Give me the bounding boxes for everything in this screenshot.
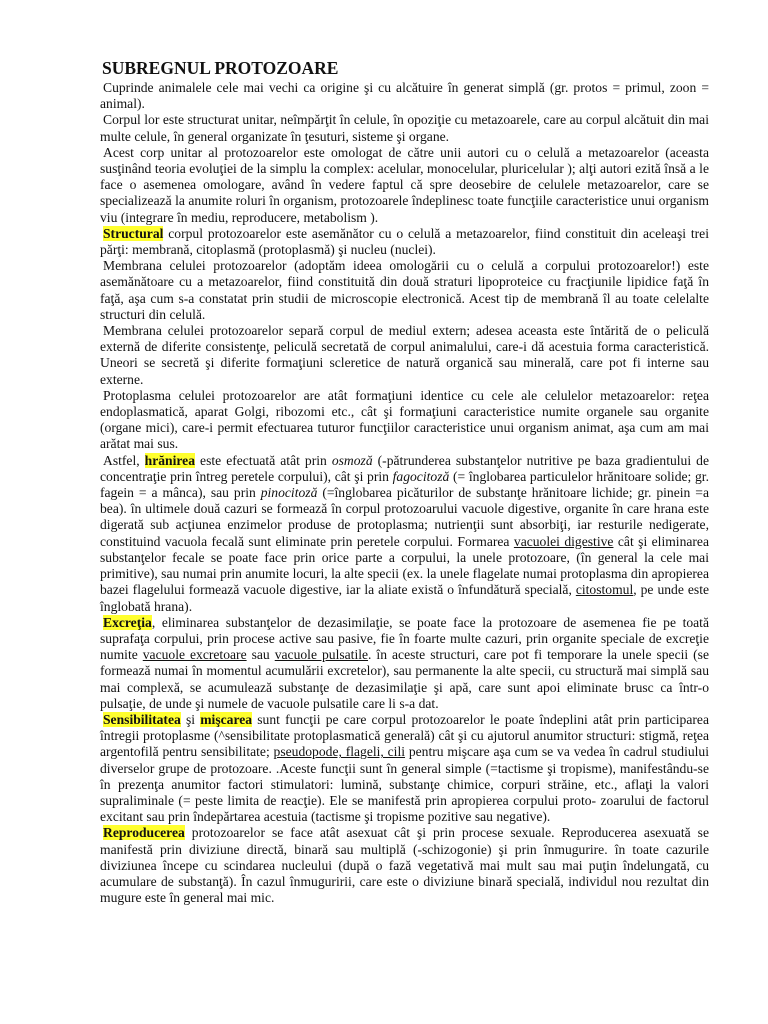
term-fagocitoza: fagocitoză xyxy=(392,468,450,484)
highlight-hranirea: hrănirea xyxy=(144,452,196,468)
paragraph-homology: Acest corp unitar al protozoarelor este omologat de către unii autori cu o celulă a metazoarelor (aceasta susţinând teoria evoluţiei de la simplu la complex: acelular, monocelular, pluricelular ); alţi autori ezită însă a le face o asemenea omologare, având în vedere faptul că spre deosebire de celulele metazoarelor, care se specializează la anumite roluri în organism, protozoarele îndeplinesc toate funcţiile caracteristice unui organism viu (integrare în mediu, reproducere, metabolism ). xyxy=(100,144,709,225)
paragraph-sensitivity: Sensibilitatea şi mişcarea sunt funcţii pe care corpul protozoarelor le poate îndeplini atât prin participarea întregii protoplasme (^sensibilitate protoplasmatică generală) cât şi cu ajutorul anumitor structuri: stigmă, reţea argentofilă pentru sensibilitate; pseudopode, flageli, cili pentru mişcare aşa cum se va vedea în cadrul studiului diverselor grupe de protozoare. .Aceste funcţii sunt în general simple (=tactisme şi tropisme), manifestându-se în prezenţa anumitor factori stimulatori: lumină, substanţe chimice, corpuri străine, etc., aflaţi la valori supraliminale (= peste limita de reacţie). Ele se manifestă prin apropierea corpului proto- zoarului de factorul excitant sau prin îndepărtarea acestuia (tactisme şi tropisme pozitive sau negative). xyxy=(100,711,709,825)
paragraph-pellicle: Membrana celulei protozoarelor separă corpul de mediul extern; adesea aceasta este întărită de o peliculă externă de diferite consistenţe, peliculă secretată de corpul animalului, care-i dă acestuia forma caracteristică. Uneori se secretă şi diferite formaţiuni scleretice de natură organică sau minerală, care pot fi interne sau externe. xyxy=(100,323,709,387)
highlight-sensibilitatea: Sensibilitatea xyxy=(103,711,181,727)
term-vacuole-excretoare: vacuole excretoare xyxy=(142,647,247,663)
paragraph-intro: Cuprinde animalele cele mai vechi ca origine şi cu alcătuire în generat simplă (gr. protos = primul, zoon = animal). xyxy=(100,80,709,112)
highlight-structural: Structural xyxy=(103,225,164,241)
highlight-excretia: Excreţia xyxy=(103,614,152,630)
term-vacuole-pulsatile: vacuole pulsatile xyxy=(274,647,369,663)
paragraph-excretion: Excreţia, eliminarea substanţelor de dezasimilaţie, se poate face la protozoare de asemenea fie pe toată suprafaţa corpului, prin procese active sau pasive, fie în foarte multe cazuri, prin organite speciale de excreţie numite vacuole excretoare sau vacuole pulsatile. în aceste structuri, care pot fi temporare la unele specii (se formează numai în momentul acumulării excretelor), sau permanente la alte specii, cu structură mai simplă sau mai complexă, se acumulează substanţe de dezasimilaţie şi apă, care sunt apoi eliminate brusc ca într-o pulsaţie, de unde şi numele de vacuole pulsatile care li s-a dat. xyxy=(100,614,710,711)
document-title: SUBREGNUL PROTOZOARE xyxy=(102,58,339,78)
paragraph-structural: Structural corpul protozoarelor este asemănător cu o celulă a metazoarelor, fiind constituit din aceleaşi trei părţi: membrană, citoplasmă (protoplasmă) şi nucleu (nuclei). xyxy=(100,225,709,258)
paragraph-body-structure: Corpul lor este structurat unitar, neîmpărţit în celule, în opoziţie cu metazoarele, care au corpul alcătuit din mai multe celule, în general organizate în ţesuturi, sisteme şi organe. xyxy=(100,112,709,144)
term-vacuolei-digestive: vacuolei digestive xyxy=(513,533,614,549)
term-pseudopode-flageli-cili: pseudopode, flageli, cili xyxy=(273,744,406,760)
term-citostomul: citostomul xyxy=(575,582,634,598)
paragraph-protoplasm: Protoplasma celulei protozoarelor are atât formaţiuni identice cu cele ale celulelor metazoarelor: reţea endoplasmatică, aparat Golgi, ribozomi etc., cât şi formaţiuni caracteristice numite organele sau organite (organe mici), care-i permit efectuarea tuturor funcţiilor caracteristice unui organism animat, aşa cum am mai arătat mai sus. xyxy=(100,387,709,452)
highlight-reproducerea: Reproducerea xyxy=(103,825,185,841)
document-body xyxy=(100,58,709,906)
paragraph-reproduction: Reproducerea protozoarelor se face atât asexuat cât şi prin procese sexuale. Reproducerea asexuată se manifestă prin diviziune directă, binară sau multiplă (-schizogonie) şi prin înmugurire. în toate cazurile diviziunea începe cu scindarea nucleului (după o fază vegetativă mai mult sau mai puţin îndelungată, cu acumulare de substanţă). În cazul înmuguririi, care este o diviziune binară specială, individul nou rezultat din mugure este în general mai mic. xyxy=(100,825,709,906)
paragraph-membrane: Membrana celulei protozoarelor (adoptăm ideea omologării cu o celulă a corpului protozoarelor!) este asemănătoare cu a metazoarelor, fiind constituită din două straturi lipoproteice cu fracţiunile lipidice faţă în faţă, aşa cum s-a constatat prin studii de microscopie electronică. Acest tip de membrană îl au toate celelalte structuri din celulă. xyxy=(100,258,709,322)
term-pinocitoza: pinocitoză xyxy=(260,485,318,501)
term-osmoza: osmoză xyxy=(331,452,373,468)
highlight-miscarea: mişcarea xyxy=(200,711,253,727)
paragraph-nutrition: Astfel, hrănirea este efectuată atât prin osmoză (-pătrunderea substanţelor nutritive pe baza gradientului de concentraţie prin întreg peretele corpului), cât şi prin fagocitoză (= înglobarea particulelor hrănitoare solide; gr. fagein = a mânca), sau prin pinocitoză (=înglobarea picăturilor de substanţe hrănitoare lichide; gr. pinein =a bea). în ultimele două cazuri se formează în corpul protozoarului vacuole digestive, organite în care hrana este digerată sub acţiunea enzimelor produse de protoplasma; nutrienţii sunt absorbiţi, iar resturile nedigerate, constituind vacuola fecală sunt eliminate prin peretele corpului. Formarea vacuolei digestive cât şi eliminarea substanţelor fecale se poate face prin orice parte a corpului, la unele protozoare, (în general la cele mai primitive), sau numai prin anumite locuri, la alte specii (ex. la unele flagelate numai protoplasma din apropierea bazei flagelului formează vacuole digestive, iar la aliate există o înfundătură specială, citostomul, pe unde este înglobată hrana). xyxy=(100,452,710,614)
